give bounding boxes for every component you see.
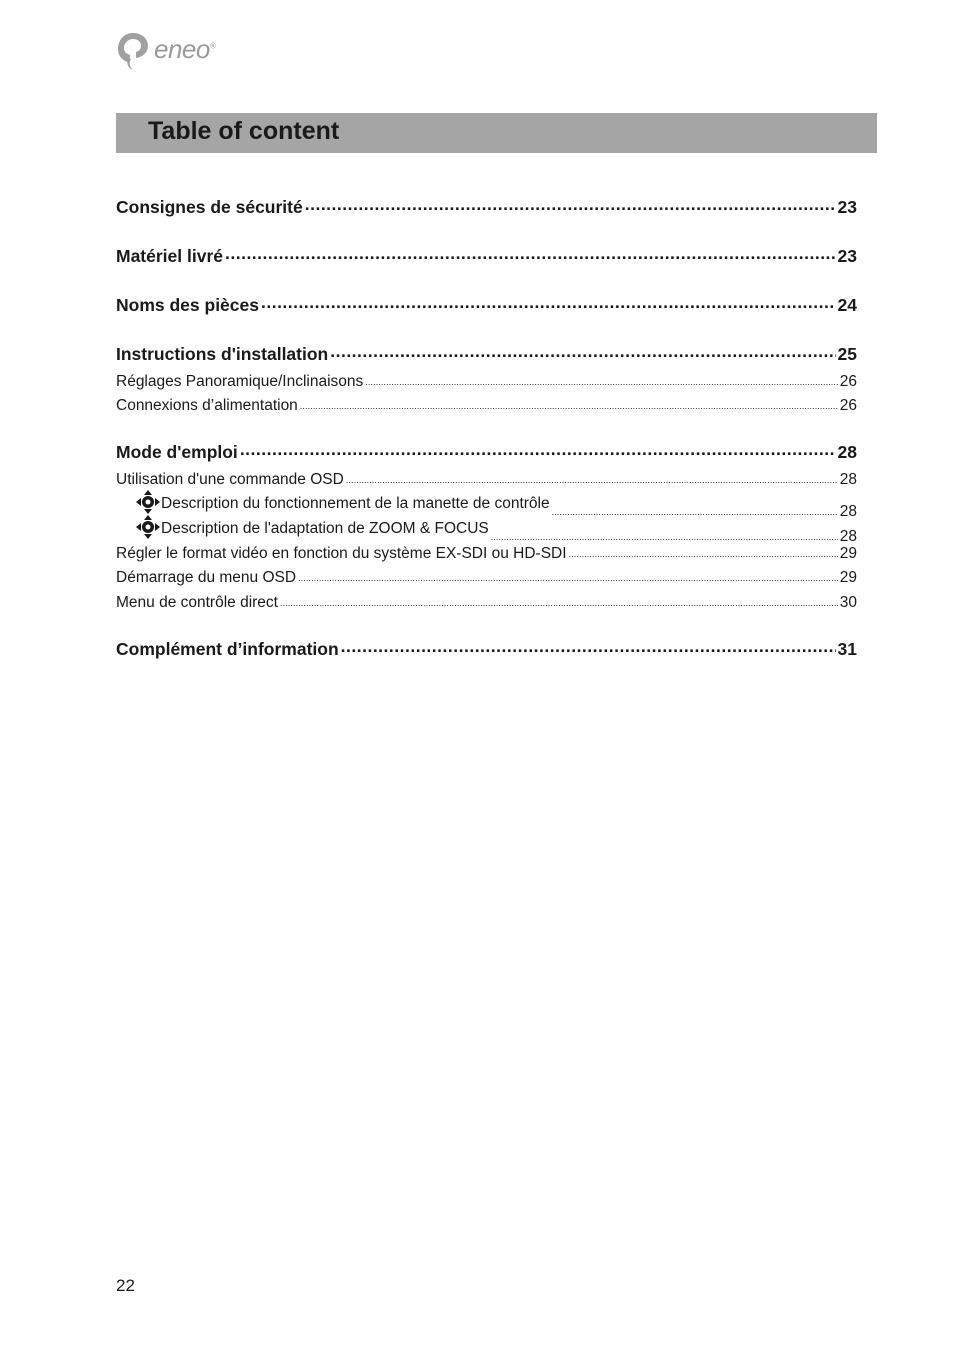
joystick-icon bbox=[136, 515, 160, 539]
toc-page-number: 29 bbox=[839, 544, 857, 562]
dot-leader bbox=[569, 542, 838, 558]
toc-entry-utilisation-osd[interactable] bbox=[116, 468, 857, 489]
toc-page-number: 25 bbox=[837, 343, 857, 364]
toc-label: Description de l'adaptation de ZOOM & FOCUS bbox=[161, 520, 489, 537]
toc-page-number: 28 bbox=[839, 470, 857, 488]
toc-label-with-icon bbox=[116, 517, 489, 541]
toc-label: Mode d'emploi bbox=[116, 441, 238, 462]
footer-page-number: 22 bbox=[116, 1276, 135, 1295]
dot-leader bbox=[552, 501, 838, 517]
toc-label: Instructions d'installation bbox=[116, 343, 329, 364]
dot-leader bbox=[240, 440, 836, 458]
toc-page-number: 24 bbox=[837, 294, 857, 315]
toc-entry-noms[interactable] bbox=[116, 293, 857, 316]
toc-page-number: 30 bbox=[839, 593, 857, 611]
dot-leader bbox=[305, 195, 836, 213]
toc-label: Matériel livré bbox=[116, 245, 223, 266]
toc-page-number: 23 bbox=[837, 196, 857, 217]
dot-leader bbox=[346, 468, 838, 484]
toc-label: Noms des pièces bbox=[116, 294, 259, 315]
toc-label: Démarrage du menu OSD bbox=[116, 568, 297, 586]
toc-entry-materiel[interactable] bbox=[116, 244, 857, 267]
dot-leader bbox=[298, 566, 838, 582]
joystick-icon bbox=[136, 490, 160, 514]
title-bar bbox=[116, 113, 877, 153]
toc-entry-connexions[interactable] bbox=[116, 394, 857, 415]
toc-page-number: 26 bbox=[839, 372, 857, 390]
toc-entry-menu-controle[interactable] bbox=[116, 591, 857, 612]
toc-page-number: 28 bbox=[839, 528, 857, 545]
dot-leader bbox=[300, 394, 838, 410]
toc-page-number: 28 bbox=[839, 503, 857, 520]
dot-leader bbox=[365, 370, 837, 386]
dot-leader bbox=[261, 293, 836, 311]
toc-label: Menu de contrôle direct bbox=[116, 593, 278, 611]
toc-entry-mode-emploi[interactable] bbox=[116, 440, 857, 463]
toc-entry-instructions[interactable] bbox=[116, 342, 857, 365]
toc-page-number: 28 bbox=[837, 441, 857, 462]
toc-label-with-icon bbox=[116, 492, 550, 516]
dot-leader bbox=[341, 637, 836, 655]
brand-logo bbox=[116, 31, 215, 71]
toc-label: Utilisation d'une commande OSD bbox=[116, 470, 344, 488]
toc-page-number: 23 bbox=[837, 245, 857, 266]
dot-leader bbox=[491, 526, 838, 542]
toc-label: Régler le format vidéo en fonction du système EX-SDI ou HD-SDI bbox=[116, 544, 567, 562]
toc-entry-format-video[interactable] bbox=[116, 542, 857, 563]
toc-entry-reglages[interactable] bbox=[116, 370, 857, 391]
brand-name: eneo® bbox=[154, 33, 216, 64]
toc-page-number: 29 bbox=[839, 568, 857, 586]
toc-page-number: 26 bbox=[839, 396, 857, 414]
page-title: Table of content bbox=[148, 117, 340, 145]
dot-leader bbox=[330, 342, 835, 360]
toc-label: Connexions d’alimentation bbox=[116, 396, 298, 414]
toc-label: Description du fonctionnement de la manette de contrôle bbox=[161, 495, 550, 512]
toc-page-number: 31 bbox=[837, 638, 857, 659]
toc-label: Réglages Panoramique/Inclinaisons bbox=[116, 372, 364, 390]
toc-label: Consignes de sécurité bbox=[116, 196, 303, 217]
toc-entry-complement[interactable] bbox=[116, 637, 857, 660]
dot-leader bbox=[225, 244, 836, 262]
toc-entry-demarrage-osd[interactable] bbox=[116, 566, 857, 587]
toc-label: Complément d’information bbox=[116, 638, 339, 659]
toc-entry-consignes[interactable] bbox=[116, 195, 857, 218]
eneo-logo-icon bbox=[116, 31, 150, 71]
dot-leader bbox=[280, 591, 838, 607]
